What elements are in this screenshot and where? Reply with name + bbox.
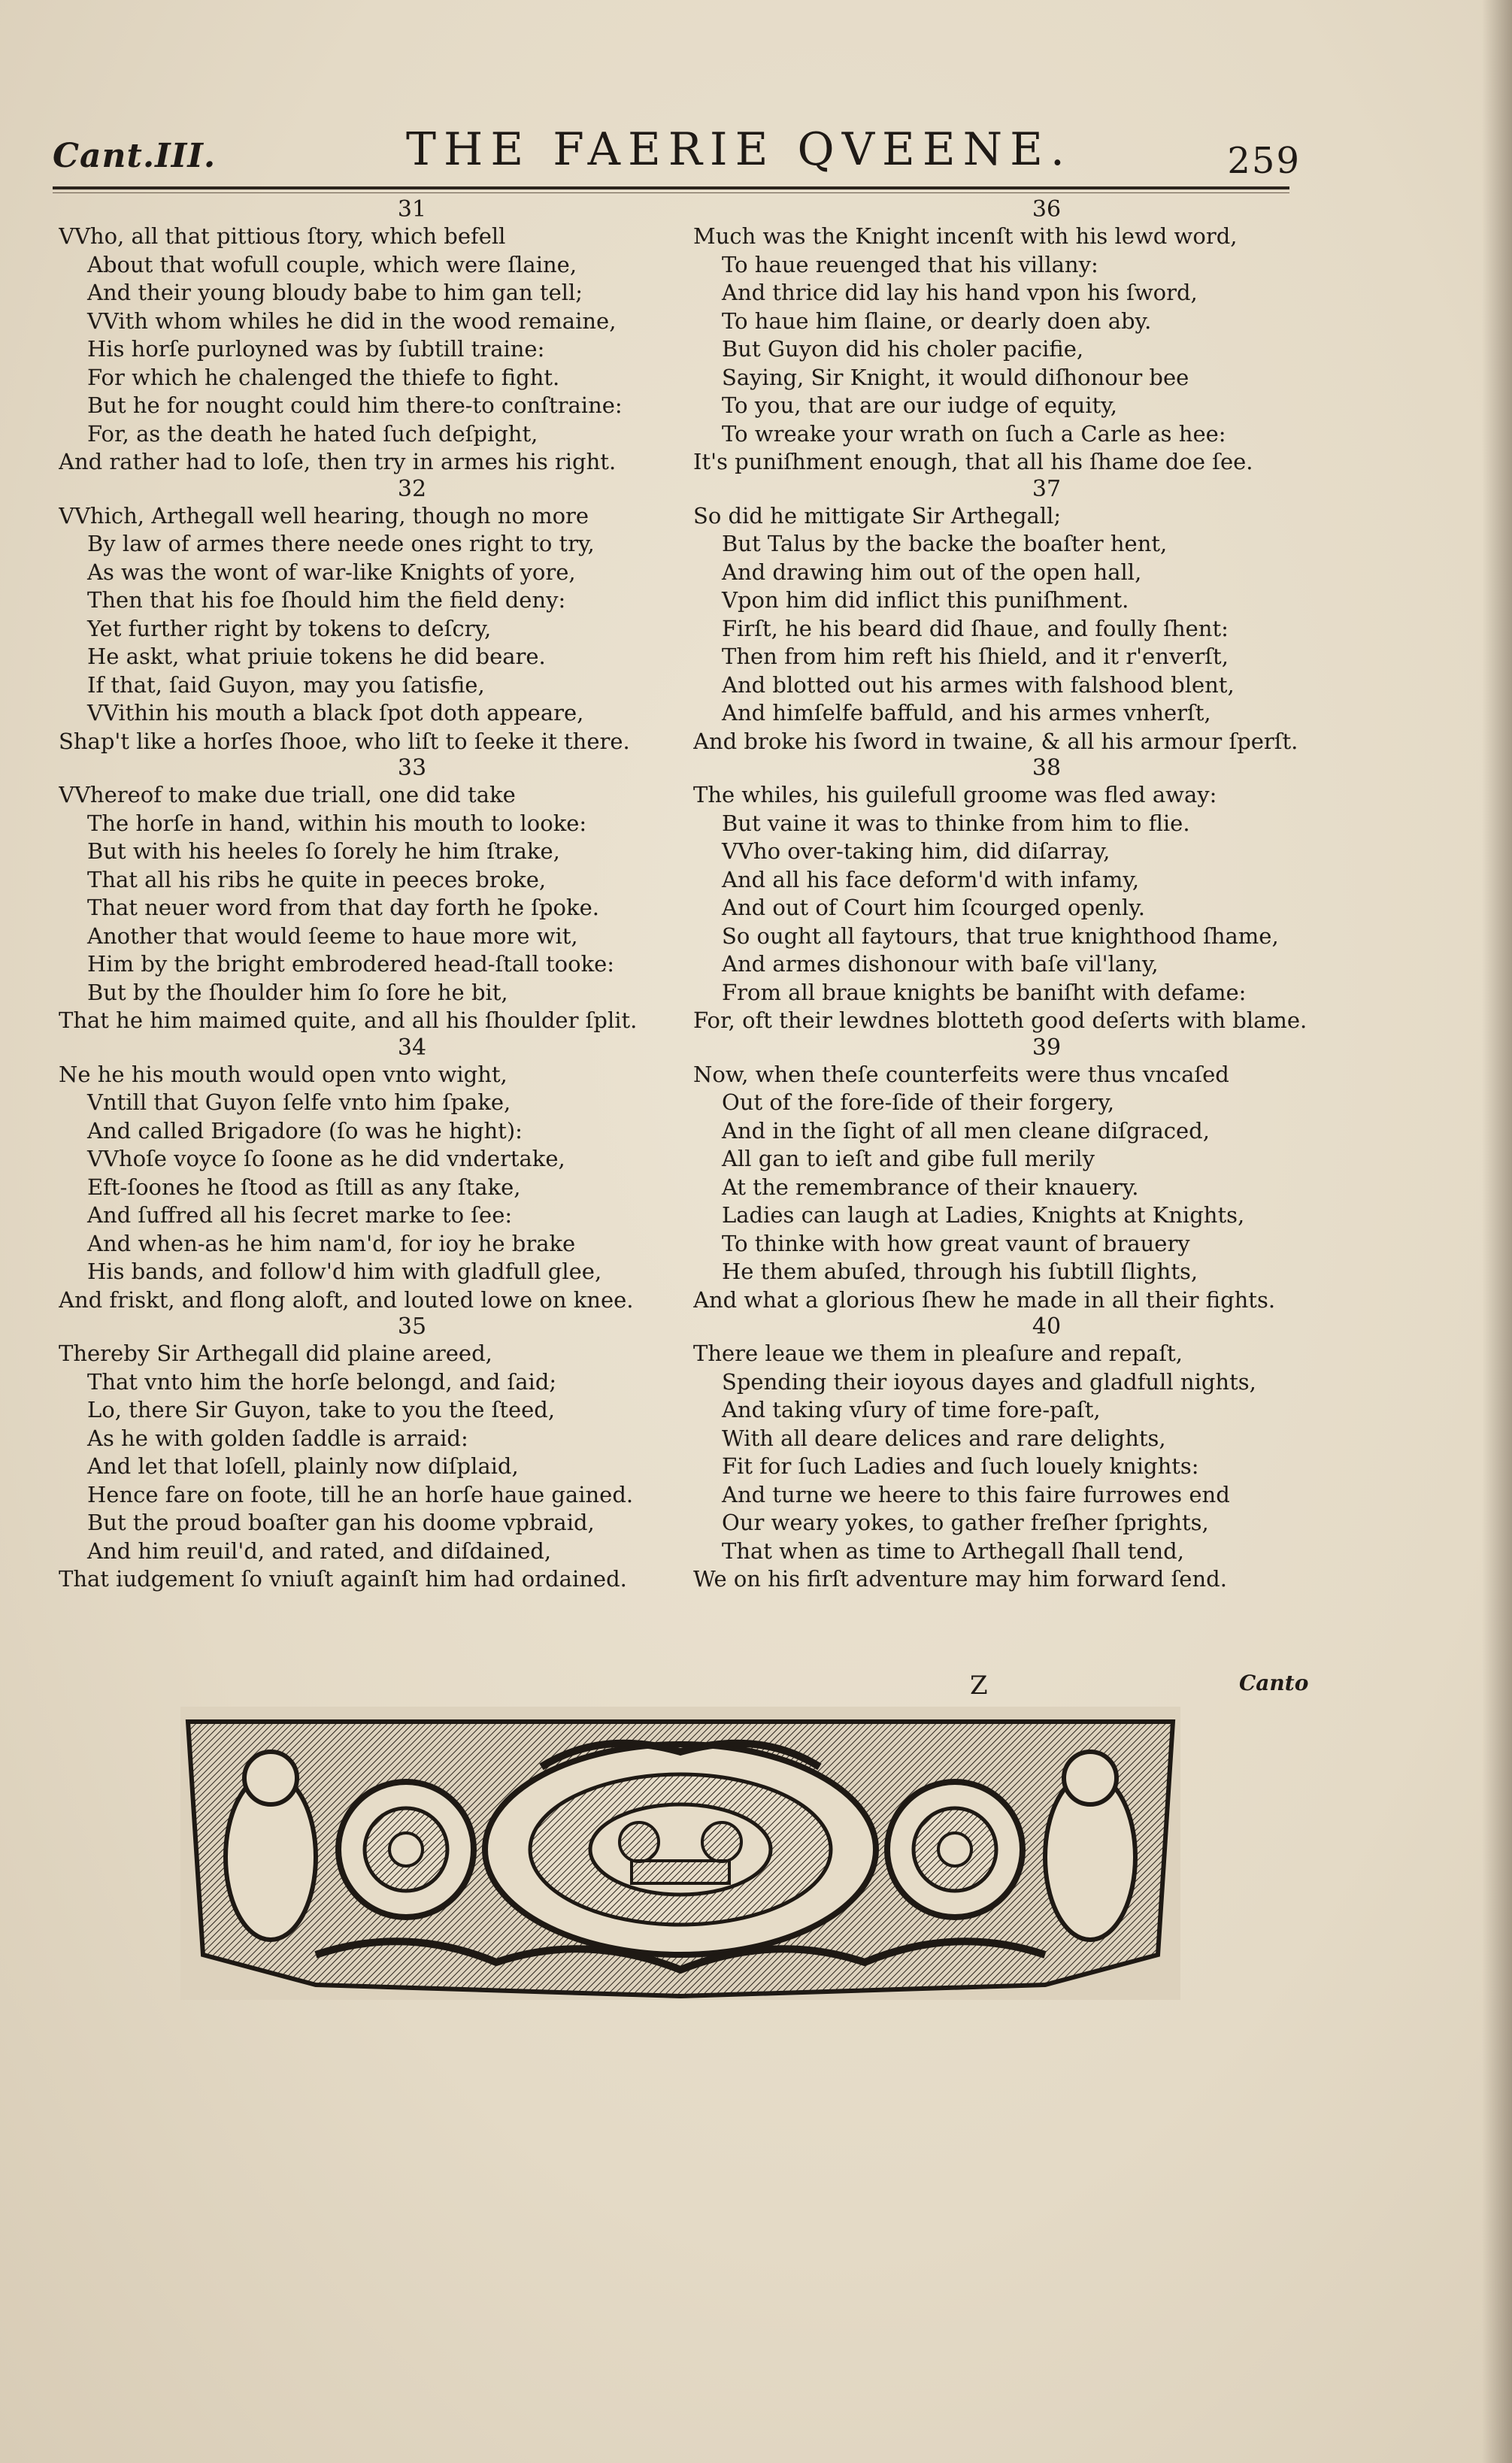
stanza — [693, 756, 1310, 1035]
verse-line: Vntill that Guyon ſelfe vnto him ſpake, — [87, 1089, 511, 1115]
verse-line: Another that would ſeeme to haue more wit, — [87, 922, 578, 949]
verse-line: And in the ſight of all men cleane diſgraced, — [722, 1117, 1210, 1144]
stanza-number: 35 — [397, 1313, 427, 1340]
verse-line: But vaine it was to thinke from him to flie. — [722, 810, 1190, 836]
left-column — [59, 197, 675, 1594]
verse-line: And turne we heere to this faire furrowes end — [722, 1481, 1230, 1507]
verse-line: VVhoſe voyce ſo ſoone as he did vndertake, — [87, 1146, 565, 1171]
verse-line: If that, ſaid Guyon, may you ſatisfie, — [87, 671, 485, 698]
verse-line: So did he mittigate Sir Arthegall; — [693, 502, 1062, 529]
verse-line: That all his ribs he quite in peeces broke, — [87, 866, 547, 892]
page-gutter-shadow — [1482, 0, 1512, 2463]
verse-line: Ne he his mouth would open vnto wight, — [59, 1061, 508, 1087]
verse-line: And broke his ſword in twaine, & all his armour ſperſt. — [693, 728, 1298, 754]
header-rule-thin — [53, 192, 1289, 193]
verse-line: Ladies can laugh at Ladies, Knights at Knights, — [722, 1202, 1245, 1228]
stanza-number: 36 — [1032, 196, 1062, 223]
stanza — [693, 477, 1310, 756]
verse-line: VVho over-taking him, did diſarray, — [722, 838, 1111, 864]
verse-line: To you, that are our iudge of equity, — [722, 392, 1117, 418]
stanza — [693, 197, 1310, 477]
verse-line: For, oft their lewdnes blotteth good deſerts with blame. — [693, 1007, 1307, 1033]
verse-line: Out of the fore-ſide of their forgery, — [722, 1089, 1115, 1115]
verse-line: Then that his foe ſhould him the field deny: — [87, 587, 566, 613]
verse-line: His horſe purloyned was by ſubtill traine: — [87, 336, 545, 362]
verse-line: And let that loſell, plainly now diſplaid, — [87, 1453, 519, 1479]
verse-line: That neuer word from that day forth he ſpoke. — [87, 895, 599, 920]
verse-line: And friskt, and flong aloft, and louted lowe on knee. — [59, 1286, 634, 1313]
verse-line: And their young bloudy babe to him gan tell; — [87, 280, 583, 305]
verse-line: But Guyon did his choler pacifie, — [722, 336, 1084, 362]
verse-line: For which he chalenged the thiefe to fight. — [87, 364, 560, 390]
verse-line: And armes dishonour with baſe vil'lany, — [722, 951, 1159, 977]
verse-line: VVith whom whiles he did in the wood remaine, — [87, 307, 617, 334]
verse-line: And himſelfe baffuld, and his armes vnherſt, — [722, 700, 1211, 726]
verse-line: Thereby Sir Arthegall did plaine areed, — [59, 1341, 492, 1366]
verse-line: The horſe in hand, within his mouth to looke: — [87, 810, 587, 836]
verse-line: It's puniſhment enough, that all his ſhame doe ſee. — [693, 449, 1253, 474]
stanza-number: 34 — [397, 1034, 427, 1061]
catchword: Canto — [1239, 1671, 1309, 1695]
verse-line: At the remembrance of their knauery. — [722, 1174, 1139, 1200]
running-header — [53, 119, 1301, 186]
verse-line: VVho, all that pittious ſtory, which befell — [59, 223, 506, 249]
stanza — [59, 1314, 675, 1594]
verse-line: Saying, Sir Knight, it would diſhonour bee — [722, 364, 1189, 390]
verse-line: Much was the Knight incenſt with his lewd word, — [693, 223, 1238, 249]
verse-line: He them abuſed, through his ſubtill ſlights, — [722, 1259, 1198, 1284]
verse-line: And called Brigadore (ſo was he hight): — [87, 1117, 523, 1144]
verse-line: And when-as he him nam'd, for ioy he brake — [87, 1230, 576, 1256]
verse-line: VVhereof to make due triall, one did take — [59, 782, 516, 807]
verse-line: And out of Court him ſcourged openly. — [722, 895, 1145, 920]
verse-line: For, as the death he hated ſuch deſpight, — [87, 420, 538, 447]
verse-line: And taking vſury of time fore-paſt, — [722, 1397, 1101, 1422]
stanza-number: 37 — [1032, 475, 1062, 502]
canto-heading: Cant.III. — [53, 137, 217, 175]
header-rule — [53, 186, 1289, 189]
verse-line: That vnto him the horſe belongd, and ſaid; — [87, 1368, 557, 1395]
verse-line: His bands, and follow'd him with gladfull glee, — [87, 1259, 602, 1284]
verse-line: And him reuil'd, and rated, and diſdained, — [87, 1537, 552, 1564]
verse-line: To thinke with how great vaunt of brauery — [722, 1230, 1190, 1256]
stanza-number: 38 — [1032, 755, 1062, 781]
stanza-number: 39 — [1032, 1034, 1062, 1061]
stanza — [693, 1035, 1310, 1315]
verse-line: And thrice did lay his hand vpon his ſword, — [722, 280, 1198, 305]
verse-line: About that wofull couple, which were ſlaine, — [87, 251, 577, 277]
verse-line: Shap't like a horſes ſhooe, who liſt to ſeeke it there. — [59, 728, 630, 754]
verse-line: Our weary yokes, to gather freſher ſprights, — [722, 1510, 1209, 1535]
verse-line: Eft-ſoones he ſtood as ſtill as any ſtake, — [87, 1174, 521, 1200]
verse-line: From all braue knights be baniſht with defame: — [722, 979, 1247, 1005]
verse-line: But he for nought could him there-to conſtraine: — [87, 392, 623, 418]
verse-line: As was the wont of war-like Knights of yore, — [87, 559, 576, 585]
verse-line: Fit for ſuch Ladies and ſuch louely knights: — [722, 1453, 1199, 1479]
verse-line: To haue reuenged that his villany: — [722, 251, 1098, 277]
verse-line: Now, when theſe counterfeits were thus vncaſed — [693, 1061, 1229, 1087]
right-column — [693, 197, 1310, 1594]
verse-line: To wreake your wrath on ſuch a Carle as hee: — [722, 420, 1226, 447]
verse-line: And drawing him out of the open hall, — [722, 559, 1142, 585]
stanza-number: 40 — [1032, 1313, 1062, 1340]
verse-line: But the proud boaſter gan his doome vpbraid, — [87, 1510, 595, 1535]
verse-line: But Talus by the backe the boaſter hent, — [722, 531, 1168, 556]
verse-line: Yet further right by tokens to deſcry, — [87, 615, 492, 641]
stanza-number: 32 — [397, 475, 427, 502]
verse-line: And blotted out his armes with falshood blent, — [722, 671, 1235, 698]
verse-line: But by the ſhoulder him ſo ſore he bit, — [87, 979, 508, 1005]
woodcut-headpiece-ornament — [180, 1707, 1180, 2000]
verse-line: Vpon him did inflict this puniſhment. — [722, 587, 1129, 613]
verse-line: Lo, there Sir Guyon, take to you the ſteed, — [87, 1397, 556, 1422]
verse-line: He askt, what priuie tokens he did beare. — [87, 644, 546, 669]
signature-mark: Z — [970, 1671, 989, 1701]
verse-line: Him by the bright embrodered head-ſtall tooke: — [87, 951, 615, 977]
page-number: 259 — [1227, 140, 1301, 182]
verse-line: So ought all faytours, that true knighthood ſhame, — [722, 922, 1279, 949]
verse-line: And ſuffred all his ſecret marke to ſee: — [87, 1202, 513, 1228]
verse-line: That iudgement ſo vniuſt againſt him had ordained. — [59, 1566, 627, 1592]
verse-line: Hence fare on foote, till he an horſe haue gained. — [87, 1481, 634, 1507]
stanza — [59, 197, 675, 477]
verse-line: To haue him ſlaine, or dearly doen aby. — [722, 307, 1152, 334]
verse-line: But with his heeles ſo ſorely he him ſtrake, — [87, 838, 560, 864]
verse-line: There leaue we them in pleaſure and repaſt, — [693, 1341, 1183, 1366]
verse-line: Then from him reft his ſhield, and it r'enverſt, — [722, 644, 1229, 669]
verse-line: By law of armes there neede ones right to try, — [87, 531, 595, 556]
verse-line: Firſt, he his beard did ſhaue, and foully ſhent: — [722, 615, 1229, 641]
verse-line: VVhich, Arthegall well hearing, though no more — [59, 502, 589, 529]
verse-line: With all deare delices and rare delights, — [722, 1425, 1166, 1451]
verse-line: All gan to ieſt and gibe full merily — [722, 1146, 1095, 1171]
verse-line: The whiles, his guilefull groome was fled away: — [693, 782, 1217, 807]
verse-line: And rather had to loſe, then try in armes his right. — [59, 449, 617, 474]
verse-line: VVithin his mouth a black ſpot doth appeare, — [87, 700, 584, 726]
verse-line: And all his face deform'd with infamy, — [722, 866, 1140, 892]
stanza — [59, 477, 675, 756]
verse-line: As he with golden ſaddle is arraid: — [87, 1425, 468, 1451]
stanza — [59, 1035, 675, 1315]
running-title: THE FAERIE QVEENE. — [406, 123, 1072, 176]
verse-line: We on his firſt adventure may him forward ſend. — [693, 1566, 1227, 1592]
verse-line: That when as time to Arthegall ſhall tend, — [722, 1537, 1184, 1564]
stanza-number: 33 — [397, 755, 427, 781]
verse-line: That he him maimed quite, and all his ſhoulder ſplit. — [59, 1007, 638, 1033]
stanza — [693, 1314, 1310, 1594]
verse-line: And what a glorious ſhew he made in all their fights. — [693, 1286, 1276, 1313]
stanza-number: 31 — [397, 196, 427, 223]
stanza — [59, 756, 675, 1035]
verse-line: Spending their ioyous dayes and gladfull nights, — [722, 1368, 1256, 1395]
